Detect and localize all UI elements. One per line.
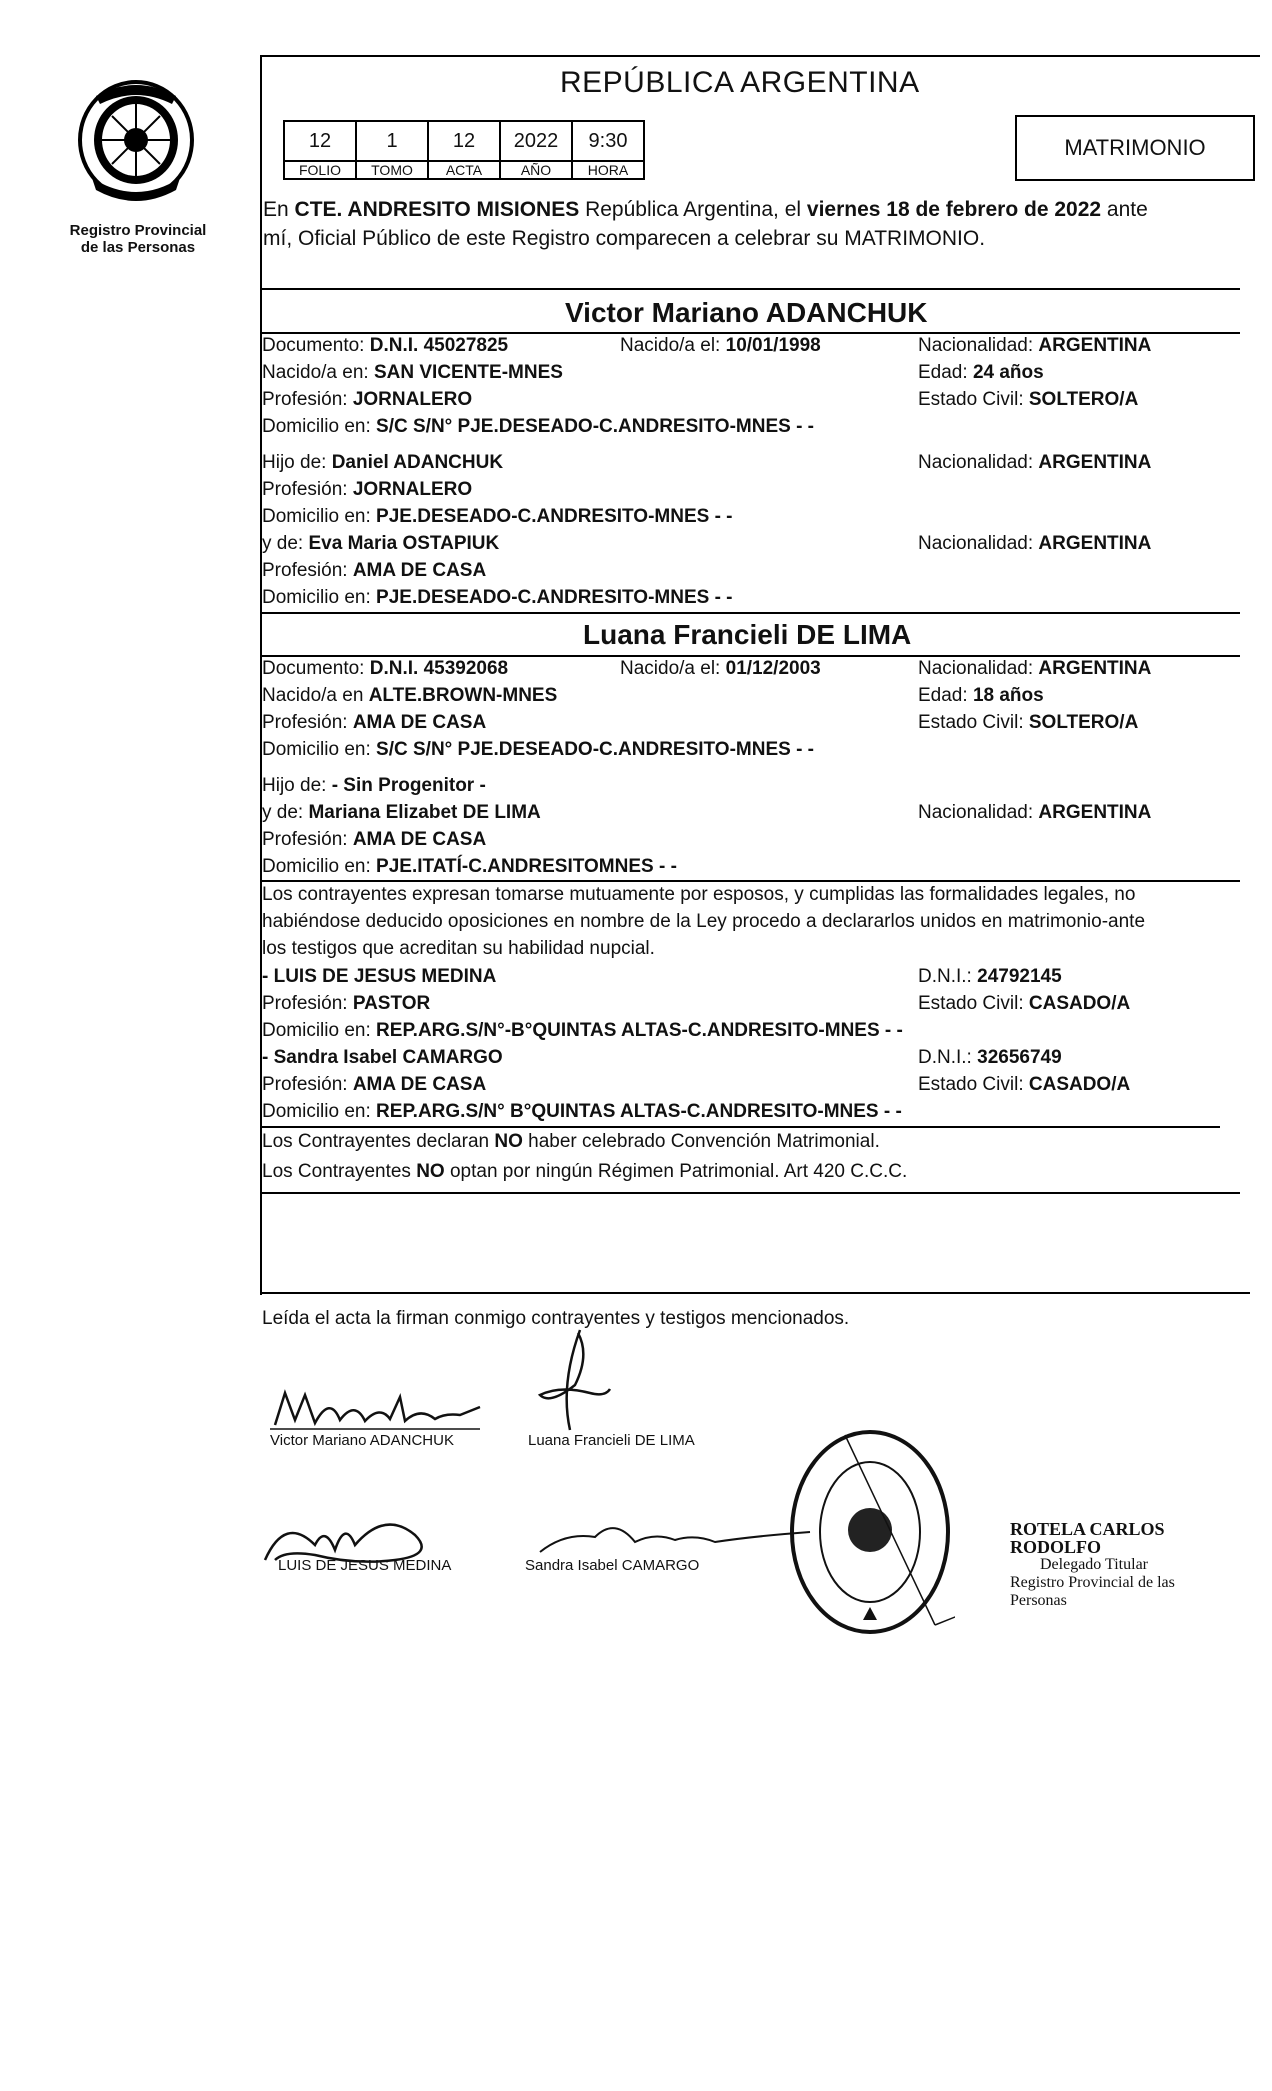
signature-label-victor: Victor Mariano ADANCHUK xyxy=(270,1432,454,1449)
spouse1-age: Edad: 24 años xyxy=(918,362,1044,383)
spouse1-birthdate: Nacido/a el: 10/01/1998 xyxy=(620,335,821,356)
folio-value: 12 xyxy=(284,121,356,161)
spouse1-civil-status: Estado Civil: SOLTERO/A xyxy=(918,389,1139,410)
spouse2-mother-nationality: Nacionalidad: ARGENTINA xyxy=(918,802,1152,823)
witness2-dni: D.N.I.: 32656749 xyxy=(918,1047,1062,1068)
divider xyxy=(260,1192,1240,1194)
tomo-value: 1 xyxy=(356,121,428,161)
acta-value: 12 xyxy=(428,121,500,161)
signature-luana xyxy=(520,1325,620,1440)
document-title: REPÚBLICA ARGENTINA xyxy=(560,66,920,99)
signature-label-sandra: Sandra Isabel CAMARGO xyxy=(525,1557,700,1574)
spouse1-nationality: Nacionalidad: ARGENTINA xyxy=(918,335,1152,356)
spouse2-father: Hijo de: - Sin Progenitor - xyxy=(262,775,486,796)
convention-line-1: Los Contrayentes declaran NO haber celebrado Convención Matrimonial. xyxy=(262,1131,880,1152)
divider xyxy=(260,880,1240,882)
spouse2-mother: y de: Mariana Elizabet DE LIMA xyxy=(262,802,541,823)
spouse2-birthplace: Nacido/a en ALTE.BROWN-MNES xyxy=(262,685,558,706)
spouse1-mother-nationality: Nacionalidad: ARGENTINA xyxy=(918,533,1152,554)
spouse2-name: Luana Francieli DE LIMA xyxy=(583,619,912,650)
spouse1-profession: Profesión: JORNALERO xyxy=(262,389,473,410)
convention-line-2: Los Contrayentes NO optan por ningún Régimen Patrimonial. Art 420 C.C.C. xyxy=(262,1161,908,1182)
spouse2-mother-address: Domicilio en: PJE.ITATÍ-C.ANDRESITOMNES - - xyxy=(262,856,677,877)
hour-value: 9:30 xyxy=(572,121,644,161)
folio-label: FOLIO xyxy=(284,161,356,179)
spouse1-birthplace: Nacido/a en: SAN VICENTE-MNES xyxy=(262,362,563,383)
registrar-stamp: ROTELA CARLOS RODOLFO Delegado Titular Registro Provincial de las Personas xyxy=(1010,1519,1175,1609)
spouse1-father: Hijo de: Daniel ADANCHUK xyxy=(262,452,504,473)
divider xyxy=(260,1292,1250,1294)
divider xyxy=(260,1126,1220,1128)
signature-label-luana: Luana Francieli DE LIMA xyxy=(528,1432,695,1449)
witness1-profession: Profesión: PASTOR xyxy=(262,993,431,1014)
act-registry-table xyxy=(283,120,645,180)
spouse2-birthdate: Nacido/a el: 01/12/2003 xyxy=(620,658,821,679)
witness1-dni: D.N.I.: 24792145 xyxy=(918,966,1062,987)
intro-line-2: mí, Oficial Público de este Registro comparecen a celebrar su MATRIMONIO. xyxy=(263,227,986,250)
intro-line-1: En CTE. ANDRESITO MISIONES República Argentina, el viernes 18 de febrero de 2022 ante xyxy=(263,198,1148,221)
hour-label: HORA xyxy=(572,161,644,179)
divider xyxy=(260,288,1240,290)
spouse2-nationality: Nacionalidad: ARGENTINA xyxy=(918,658,1152,679)
spouse2-age: Edad: 18 años xyxy=(918,685,1044,706)
closing-statement: Leída el acta la firman conmigo contrayentes y testigos mencionados. xyxy=(262,1308,850,1329)
act-type-box: MATRIMONIO xyxy=(1015,115,1255,181)
divider xyxy=(260,655,1240,657)
official-seal xyxy=(785,1425,955,1640)
spouse1-address: Domicilio en: S/C S/N° PJE.DESEADO-C.ANDRESITO-MNES - - xyxy=(262,416,815,437)
spouse2-profession: Profesión: AMA DE CASA xyxy=(262,712,487,733)
acta-label: ACTA xyxy=(428,161,500,179)
tomo-label: TOMO xyxy=(356,161,428,179)
witness1-address: Domicilio en: REP.ARG.S/N°-B°QUINTAS ALTAS-C.ANDRESITO-MNES - - xyxy=(262,1020,903,1041)
divider xyxy=(260,612,1240,614)
year-value: 2022 xyxy=(500,121,572,161)
witness2-profession: Profesión: AMA DE CASA xyxy=(262,1074,487,1095)
spouse1-mother-address: Domicilio en: PJE.DESEADO-C.ANDRESITO-MNES - - xyxy=(262,587,733,608)
spouse1-father-address: Domicilio en: PJE.DESEADO-C.ANDRESITO-MNES - - xyxy=(262,506,733,527)
spouse2-document: Documento: D.N.I. 45392068 xyxy=(262,658,509,679)
witness1-name: - LUIS DE JESUS MEDINA xyxy=(262,966,497,987)
signature-victor xyxy=(270,1385,490,1435)
signature-label-luis: LUIS DE JESUS MEDINA xyxy=(278,1557,452,1574)
spouse1-father-profession: Profesión: JORNALERO xyxy=(262,479,473,500)
spouse1-mother: y de: Eva Maria OSTAPIUK xyxy=(262,533,500,554)
spouse2-mother-profession: Profesión: AMA DE CASA xyxy=(262,829,487,850)
year-label: AÑO xyxy=(500,161,572,179)
witness2-address: Domicilio en: REP.ARG.S/N° B°QUINTAS ALTAS-C.ANDRESITO-MNES - - xyxy=(262,1101,902,1122)
divider xyxy=(260,332,1240,334)
spouse2-address: Domicilio en: S/C S/N° PJE.DESEADO-C.ANDRESITO-MNES - - xyxy=(262,739,815,760)
declaration-line-1: Los contrayentes expresan tomarse mutuamente por esposos, y cumplidas las formalidades legales, no xyxy=(262,884,1136,905)
spouse2-civil-status: Estado Civil: SOLTERO/A xyxy=(918,712,1139,733)
signature-sandra xyxy=(535,1512,815,1557)
spouse1-name: Victor Mariano ADANCHUK xyxy=(565,297,928,328)
witness2-civil-status: Estado Civil: CASADO/A xyxy=(918,1074,1131,1095)
frame-top-border xyxy=(260,55,1260,57)
province-emblem xyxy=(72,78,200,208)
declaration-line-3: los testigos que acreditan su habilidad nupcial. xyxy=(262,938,655,959)
registry-label: Registro Provincial de las Personas xyxy=(69,222,207,256)
spouse1-document: Documento: D.N.I. 45027825 xyxy=(262,335,509,356)
witness1-civil-status: Estado Civil: CASADO/A xyxy=(918,993,1131,1014)
witness2-name: - Sandra Isabel CAMARGO xyxy=(262,1047,503,1068)
spouse1-mother-profession: Profesión: AMA DE CASA xyxy=(262,560,487,581)
spouse1-father-nationality: Nacionalidad: ARGENTINA xyxy=(918,452,1152,473)
declaration-line-2: habiéndose deducido oposiciones en nombre de la Ley procedo a declararlos unidos en matrimonio-ante xyxy=(262,911,1146,932)
